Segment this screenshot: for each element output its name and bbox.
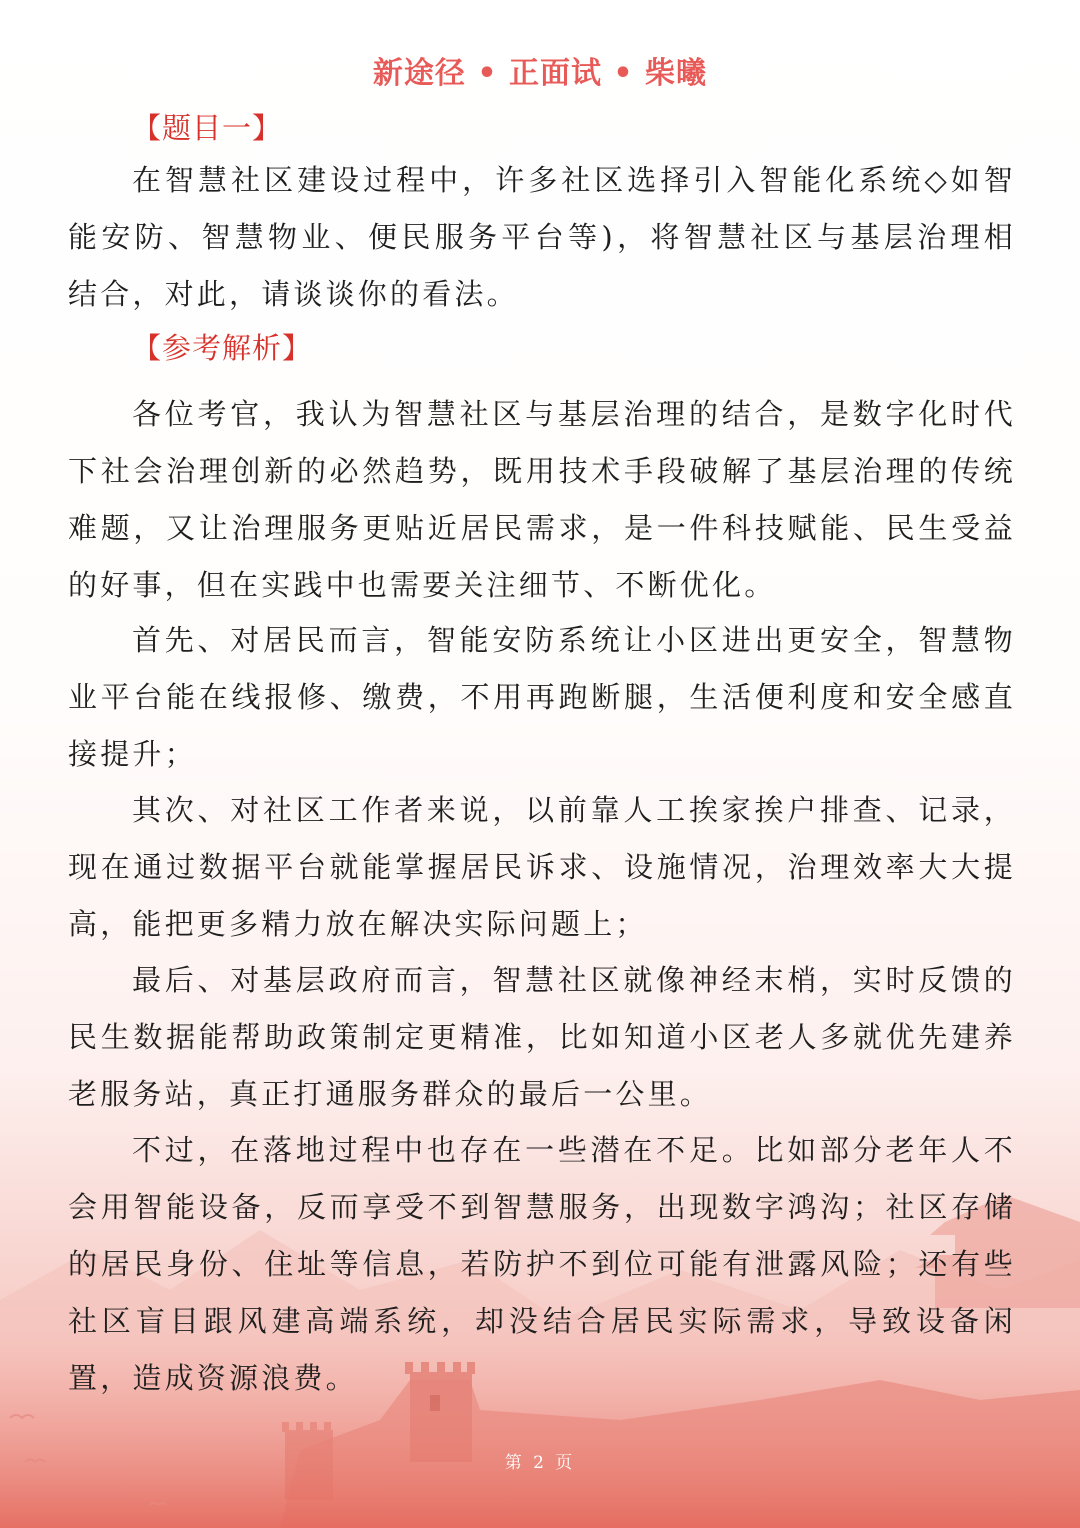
analysis-paragraph: 其次、对社区工作者来说，以前靠人工挨家挨户排查、记录，现在通过数据平台就能掌握居民诉求、设施情况，治理效率大大提高，能把更多精力放在解决实际问题上； [68,793,1016,941]
question-text: 在智慧社区建设过程中，许多社区选择引入智能化系统◇如智能安防、智慧物业、便民服务平台等)，将智慧社区与基层治理相结合，对此，请谈谈你的看法。 [68,163,1016,311]
page-number: 第 2 页 [504,1453,576,1473]
analysis-label: 【参考解析】 [132,331,313,365]
header-title: 新途径 • 正面试 • 柴曦 [372,56,708,91]
question-label: 【题目一】 [132,111,283,145]
analysis-paragraph: 首先、对居民而言，智能安防系统让小区进出更安全，智慧物业平台能在线报修、缴费，不用再跑断腿，生活便利度和安全感直接提升； [68,623,1016,771]
analysis-paragraph: 各位考官，我认为智慧社区与基层治理的结合，是数字化时代下社会治理创新的必然趋势，既用技术手段破解了基层治理的传统难题，又让治理服务更贴近居民需求，是一件科技赋能、民生受益的好事，但在实践中也需要关注细节、不断优化。 [68,397,1016,602]
analysis-paragraph: 最后、对基层政府而言，智慧社区就像神经末梢，实时反馈的民生数据能帮助政策制定更精准，比如知道小区老人多就优先建养老服务站，真正打通服务群众的最后一公里。 [68,963,1016,1111]
analysis-paragraph: 不过，在落地过程中也存在一些潜在不足。比如部分老年人不会用智能设备，反而享受不到智慧服务，出现数字鸿沟；社区存储的居民身份、住址等信息，若防护不到位可能有泄露风险；还有些社区盲目跟风建高端系统，却没结合居民实际需求，导致设备闲置，造成资源浪费。 [68,1133,1016,1395]
